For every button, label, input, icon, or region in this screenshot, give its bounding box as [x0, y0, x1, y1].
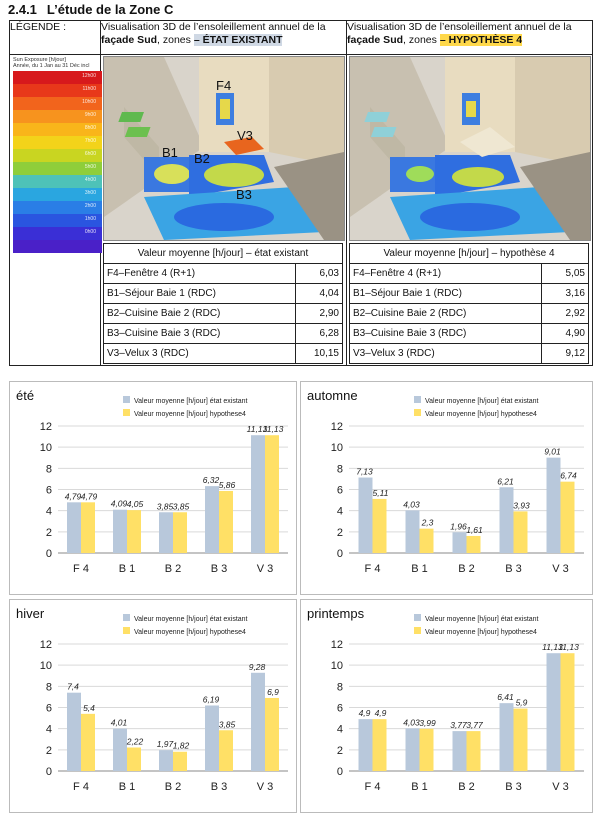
y-tick-label: 12 — [39, 639, 52, 651]
bar — [467, 731, 481, 771]
table-hypothesis — [349, 243, 589, 364]
data-label: 6,32 — [202, 475, 220, 486]
data-label: 1,82 — [172, 740, 190, 751]
x-tick-label: V 3 — [256, 781, 274, 793]
legend-entry: Valeur moyenne [h/jour] état existant — [425, 398, 539, 405]
table-row: B2–Cuisine Baie 2 (RDC) 2,90 — [104, 304, 343, 324]
data-label: 11,13 — [262, 424, 284, 435]
chart-title: hiver — [16, 606, 45, 621]
x-tick-label: F 4 — [73, 563, 89, 575]
bar — [67, 693, 81, 771]
data-label: 3,93 — [513, 500, 530, 511]
label-f4: F4 — [216, 78, 232, 93]
table-row: B1–Séjour Baie 1 (RDC) 3,16 — [350, 284, 589, 304]
bar — [81, 714, 95, 771]
bar — [561, 653, 575, 771]
bar — [547, 458, 561, 553]
render-existing-image — [104, 57, 344, 240]
data-label: 6,9 — [267, 686, 279, 697]
scale-swatch — [13, 240, 102, 253]
chart-automne — [300, 381, 593, 595]
bar — [500, 487, 514, 553]
data-label: 5,9 — [515, 697, 528, 708]
bar — [81, 502, 95, 553]
y-tick-label: 12 — [330, 421, 343, 433]
data-label: 9,01 — [544, 446, 561, 457]
x-tick-label: B 2 — [458, 781, 475, 793]
data-label: 4,01 — [110, 717, 128, 728]
scale-swatch — [13, 149, 102, 162]
y-tick-label: 12 — [39, 421, 52, 433]
hyp-state-highlight: – HYPOTHÈSE 4 — [439, 34, 523, 46]
data-label: 3,85 — [172, 501, 190, 512]
data-label: 4,9 — [358, 708, 371, 719]
y-tick-label: 0 — [336, 548, 343, 560]
scale-swatch — [13, 188, 102, 201]
scale-swatch — [13, 110, 102, 123]
data-label: 4,79 — [80, 491, 98, 502]
data-label: 6,21 — [497, 476, 514, 487]
y-tick-label: 2 — [45, 526, 52, 539]
scale-swatch — [13, 201, 102, 214]
chart-printemps — [300, 599, 593, 813]
y-tick-label: 10 — [330, 442, 343, 455]
y-tick-label: 8 — [336, 463, 343, 476]
bar — [500, 703, 514, 771]
data-label: 11,13 — [542, 642, 563, 653]
chart-printemps-svg — [301, 600, 592, 812]
y-tick-label: 0 — [336, 766, 343, 778]
bar — [251, 673, 265, 771]
scale-tick-label: 9h00 — [84, 112, 96, 118]
section-title — [8, 2, 173, 17]
data-label: 11,13 — [558, 642, 579, 653]
bar — [359, 719, 373, 771]
y-tick-label: 12 — [330, 639, 343, 651]
table-row: F4–Fenêtre 4 (R+1) 5,05 — [350, 264, 589, 284]
y-tick-label: 0 — [45, 766, 52, 778]
scale-swatch — [13, 227, 102, 240]
bar — [127, 510, 141, 553]
scale-tick-label: 5h00 — [84, 164, 96, 170]
x-tick-label: B 3 — [210, 563, 228, 575]
data-label: 6,41 — [497, 692, 514, 703]
x-tick-label: B 1 — [118, 781, 136, 793]
bar — [219, 491, 233, 553]
legend-swatch — [123, 627, 130, 634]
existing-state-highlight: – ÉTAT EXISTANT — [193, 34, 283, 46]
x-tick-label: B 3 — [505, 563, 522, 575]
bar — [265, 435, 279, 553]
legend-swatch — [123, 396, 130, 403]
x-tick-label: B 2 — [164, 563, 182, 575]
legend-swatch — [414, 396, 421, 403]
scale-swatch — [13, 214, 102, 227]
table-row: B2–Cuisine Baie 2 (RDC) 2,92 — [350, 304, 589, 324]
x-tick-label: B 1 — [411, 781, 428, 793]
label-b1: B1 — [162, 145, 178, 160]
legend-swatch — [414, 614, 421, 621]
scale-tick-label: 2h00 — [84, 203, 96, 209]
section-number: 2.4.1 — [8, 2, 37, 17]
y-tick-label: 4 — [336, 505, 343, 518]
section-heading: L’étude de la Zone C — [46, 2, 174, 17]
sun-exposure-scale — [13, 57, 102, 253]
scale-tick-label: 4h00 — [84, 177, 96, 183]
render-existing — [103, 56, 345, 241]
x-tick-label: B 2 — [164, 781, 182, 793]
legend-swatch — [123, 614, 130, 621]
bar — [406, 728, 420, 771]
bar — [547, 653, 561, 771]
table-row: V3–Velux 3 (RDC) 9,12 — [350, 344, 589, 364]
data-label: 6,19 — [202, 694, 220, 705]
y-tick-label: 8 — [45, 463, 52, 476]
chart-title: printemps — [307, 606, 365, 621]
data-label: 1,97 — [156, 739, 174, 750]
data-label: 4,03 — [403, 499, 420, 510]
bar — [251, 435, 265, 553]
table-row: F4–Fenêtre 4 (R+1) 6,03 — [104, 264, 343, 284]
x-tick-label: B 3 — [210, 781, 228, 793]
data-label: 11,13 — [246, 424, 268, 435]
chart-hiver-svg — [10, 600, 296, 812]
data-label: 3,85 — [218, 719, 236, 730]
bar — [159, 750, 173, 771]
scale-tick-label: 0h00 — [84, 229, 96, 235]
x-tick-label: B 1 — [118, 563, 136, 575]
data-label: 3,85 — [156, 501, 174, 512]
render-hypothesis — [349, 56, 591, 241]
scale-caption: Sun Exposure [h/jour] Année, du 1 Jan au 31 Déc incl — [13, 57, 90, 69]
data-label: 3,99 — [419, 717, 436, 728]
bar — [561, 482, 575, 553]
y-tick-label: 10 — [330, 660, 343, 673]
legend-swatch — [123, 409, 130, 416]
x-tick-label: V 3 — [256, 563, 274, 575]
bar — [265, 698, 279, 771]
label-v3: V3 — [237, 128, 253, 143]
chart-hiver — [9, 599, 297, 813]
bar — [373, 499, 387, 553]
y-tick-label: 4 — [45, 505, 52, 518]
x-tick-label: F 4 — [73, 781, 89, 793]
y-tick-label: 0 — [45, 548, 52, 560]
bar — [113, 729, 127, 771]
x-tick-label: B 3 — [505, 781, 522, 793]
bar — [219, 730, 233, 771]
table-existing — [103, 243, 343, 364]
scale-tick-label: 10h00 — [82, 99, 96, 105]
table-row: B3–Cuisine Baie 3 (RDC) 4,90 — [350, 324, 589, 344]
y-tick-label: 6 — [336, 484, 343, 497]
y-tick-label: 6 — [336, 702, 343, 715]
data-label: 5,4 — [83, 702, 95, 713]
label-b2: B2 — [194, 151, 210, 166]
table-existing-header: Valeur moyenne [h/jour] – état existant — [104, 244, 343, 264]
y-tick-label: 10 — [39, 660, 52, 673]
bar — [406, 510, 420, 553]
x-tick-label: B 2 — [458, 563, 475, 575]
viz-hyp-heading: Visualisation 3D de l’ensoleillement annuel de la façade Sud, zones – HYPOTHÈSE 4 — [347, 21, 593, 55]
y-tick-label: 6 — [45, 484, 52, 497]
data-label: 4,79 — [64, 491, 82, 502]
data-label: 2,3 — [421, 517, 434, 528]
legend-entry: Valeur moyenne [h/jour] état existant — [134, 398, 248, 405]
data-label: 6,74 — [560, 470, 577, 481]
data-label: 3,77 — [466, 720, 483, 731]
color-scale-bar — [13, 71, 102, 253]
scale-swatch — [13, 175, 102, 188]
x-tick-label: F 4 — [364, 563, 381, 575]
x-tick-label: B 1 — [411, 563, 428, 575]
data-label: 7,13 — [356, 466, 373, 477]
bar — [453, 532, 467, 553]
x-tick-label: F 4 — [364, 781, 381, 793]
legend-entry: Valeur moyenne [h/jour] hypothese4 — [134, 411, 246, 418]
legend-swatch — [414, 627, 421, 634]
viz-existing-heading: Visualisation 3D de l’ensoleillement annuel de la façade Sud, zones – ÉTAT EXISTANT — [101, 21, 347, 55]
data-label: 4,05 — [126, 499, 144, 510]
legend-entry: Valeur moyenne [h/jour] hypothese4 — [425, 411, 537, 418]
bar — [514, 511, 528, 553]
data-label: 9,28 — [248, 661, 266, 672]
render-hypothesis-image — [350, 57, 590, 240]
label-b3: B3 — [236, 187, 252, 202]
bar — [205, 705, 219, 771]
table-row: B3–Cuisine Baie 3 (RDC) 6,28 — [104, 324, 343, 344]
y-tick-label: 2 — [336, 744, 343, 757]
x-tick-label: V 3 — [552, 781, 569, 793]
legend-entry: Valeur moyenne [h/jour] hypothese4 — [425, 629, 537, 636]
bar — [467, 536, 481, 553]
chart-ete — [9, 381, 297, 595]
y-tick-label: 2 — [45, 744, 52, 757]
bar — [67, 502, 81, 553]
scale-swatch — [13, 136, 102, 149]
bar — [205, 486, 219, 553]
data-label: 5,11 — [372, 487, 389, 498]
chart-automne-svg — [301, 382, 592, 594]
bar — [420, 529, 434, 553]
y-tick-label: 4 — [45, 723, 52, 736]
scale-tick-label: 3h00 — [84, 190, 96, 196]
data-label: 4,09 — [110, 498, 128, 509]
y-tick-label: 8 — [45, 681, 52, 694]
legend-swatch — [414, 409, 421, 416]
chart-title: été — [16, 388, 35, 403]
chart-title: automne — [307, 388, 358, 403]
scale-tick-label: 1h00 — [84, 216, 96, 222]
scale-swatch — [13, 71, 102, 84]
table-hyp-header: Valeur moyenne [h/jour] – hypothèse 4 — [350, 244, 589, 264]
y-tick-label: 2 — [336, 526, 343, 539]
bar — [173, 512, 187, 553]
y-tick-label: 8 — [336, 681, 343, 694]
legend-heading: LÉGENDE : — [10, 21, 101, 55]
chart-ete-svg — [10, 382, 296, 594]
scale-tick-label: 12h00 — [82, 73, 96, 79]
scale-tick-label: 7h00 — [84, 138, 96, 144]
bar — [127, 748, 141, 771]
bar — [359, 478, 373, 553]
bar — [173, 752, 187, 771]
data-label: 4,9 — [374, 708, 387, 719]
bar — [453, 731, 467, 771]
table-row: V3–Velux 3 (RDC) 10,15 — [104, 344, 343, 364]
legend-entry: Valeur moyenne [h/jour] état existant — [134, 616, 248, 623]
legend-entry: Valeur moyenne [h/jour] hypothese4 — [134, 629, 246, 636]
scale-swatch — [13, 84, 102, 97]
data-label: 1,96 — [450, 521, 467, 532]
y-tick-label: 6 — [45, 702, 52, 715]
y-tick-label: 10 — [39, 442, 52, 455]
data-label: 7,4 — [67, 681, 79, 692]
data-label: 1,61 — [466, 524, 483, 535]
bar — [373, 719, 387, 771]
legend-entry: Valeur moyenne [h/jour] état existant — [425, 616, 539, 623]
y-tick-label: 4 — [336, 723, 343, 736]
bar — [159, 512, 173, 553]
data-label: 4,03 — [403, 717, 420, 728]
scale-tick-label: 8h00 — [84, 125, 96, 131]
bar — [113, 510, 127, 553]
bar — [514, 709, 528, 771]
scale-tick-label: 6h00 — [84, 151, 96, 157]
data-label: 2,22 — [126, 736, 144, 747]
table-row: B1–Séjour Baie 1 (RDC) 4,04 — [104, 284, 343, 304]
scale-tick-label: 11h00 — [82, 86, 96, 92]
scale-swatch — [13, 162, 102, 175]
x-tick-label: V 3 — [552, 563, 569, 575]
scale-swatch — [13, 97, 102, 110]
bar — [420, 729, 434, 771]
data-label: 5,86 — [218, 479, 236, 490]
data-label: 3,77 — [450, 720, 467, 731]
scale-swatch — [13, 123, 102, 136]
